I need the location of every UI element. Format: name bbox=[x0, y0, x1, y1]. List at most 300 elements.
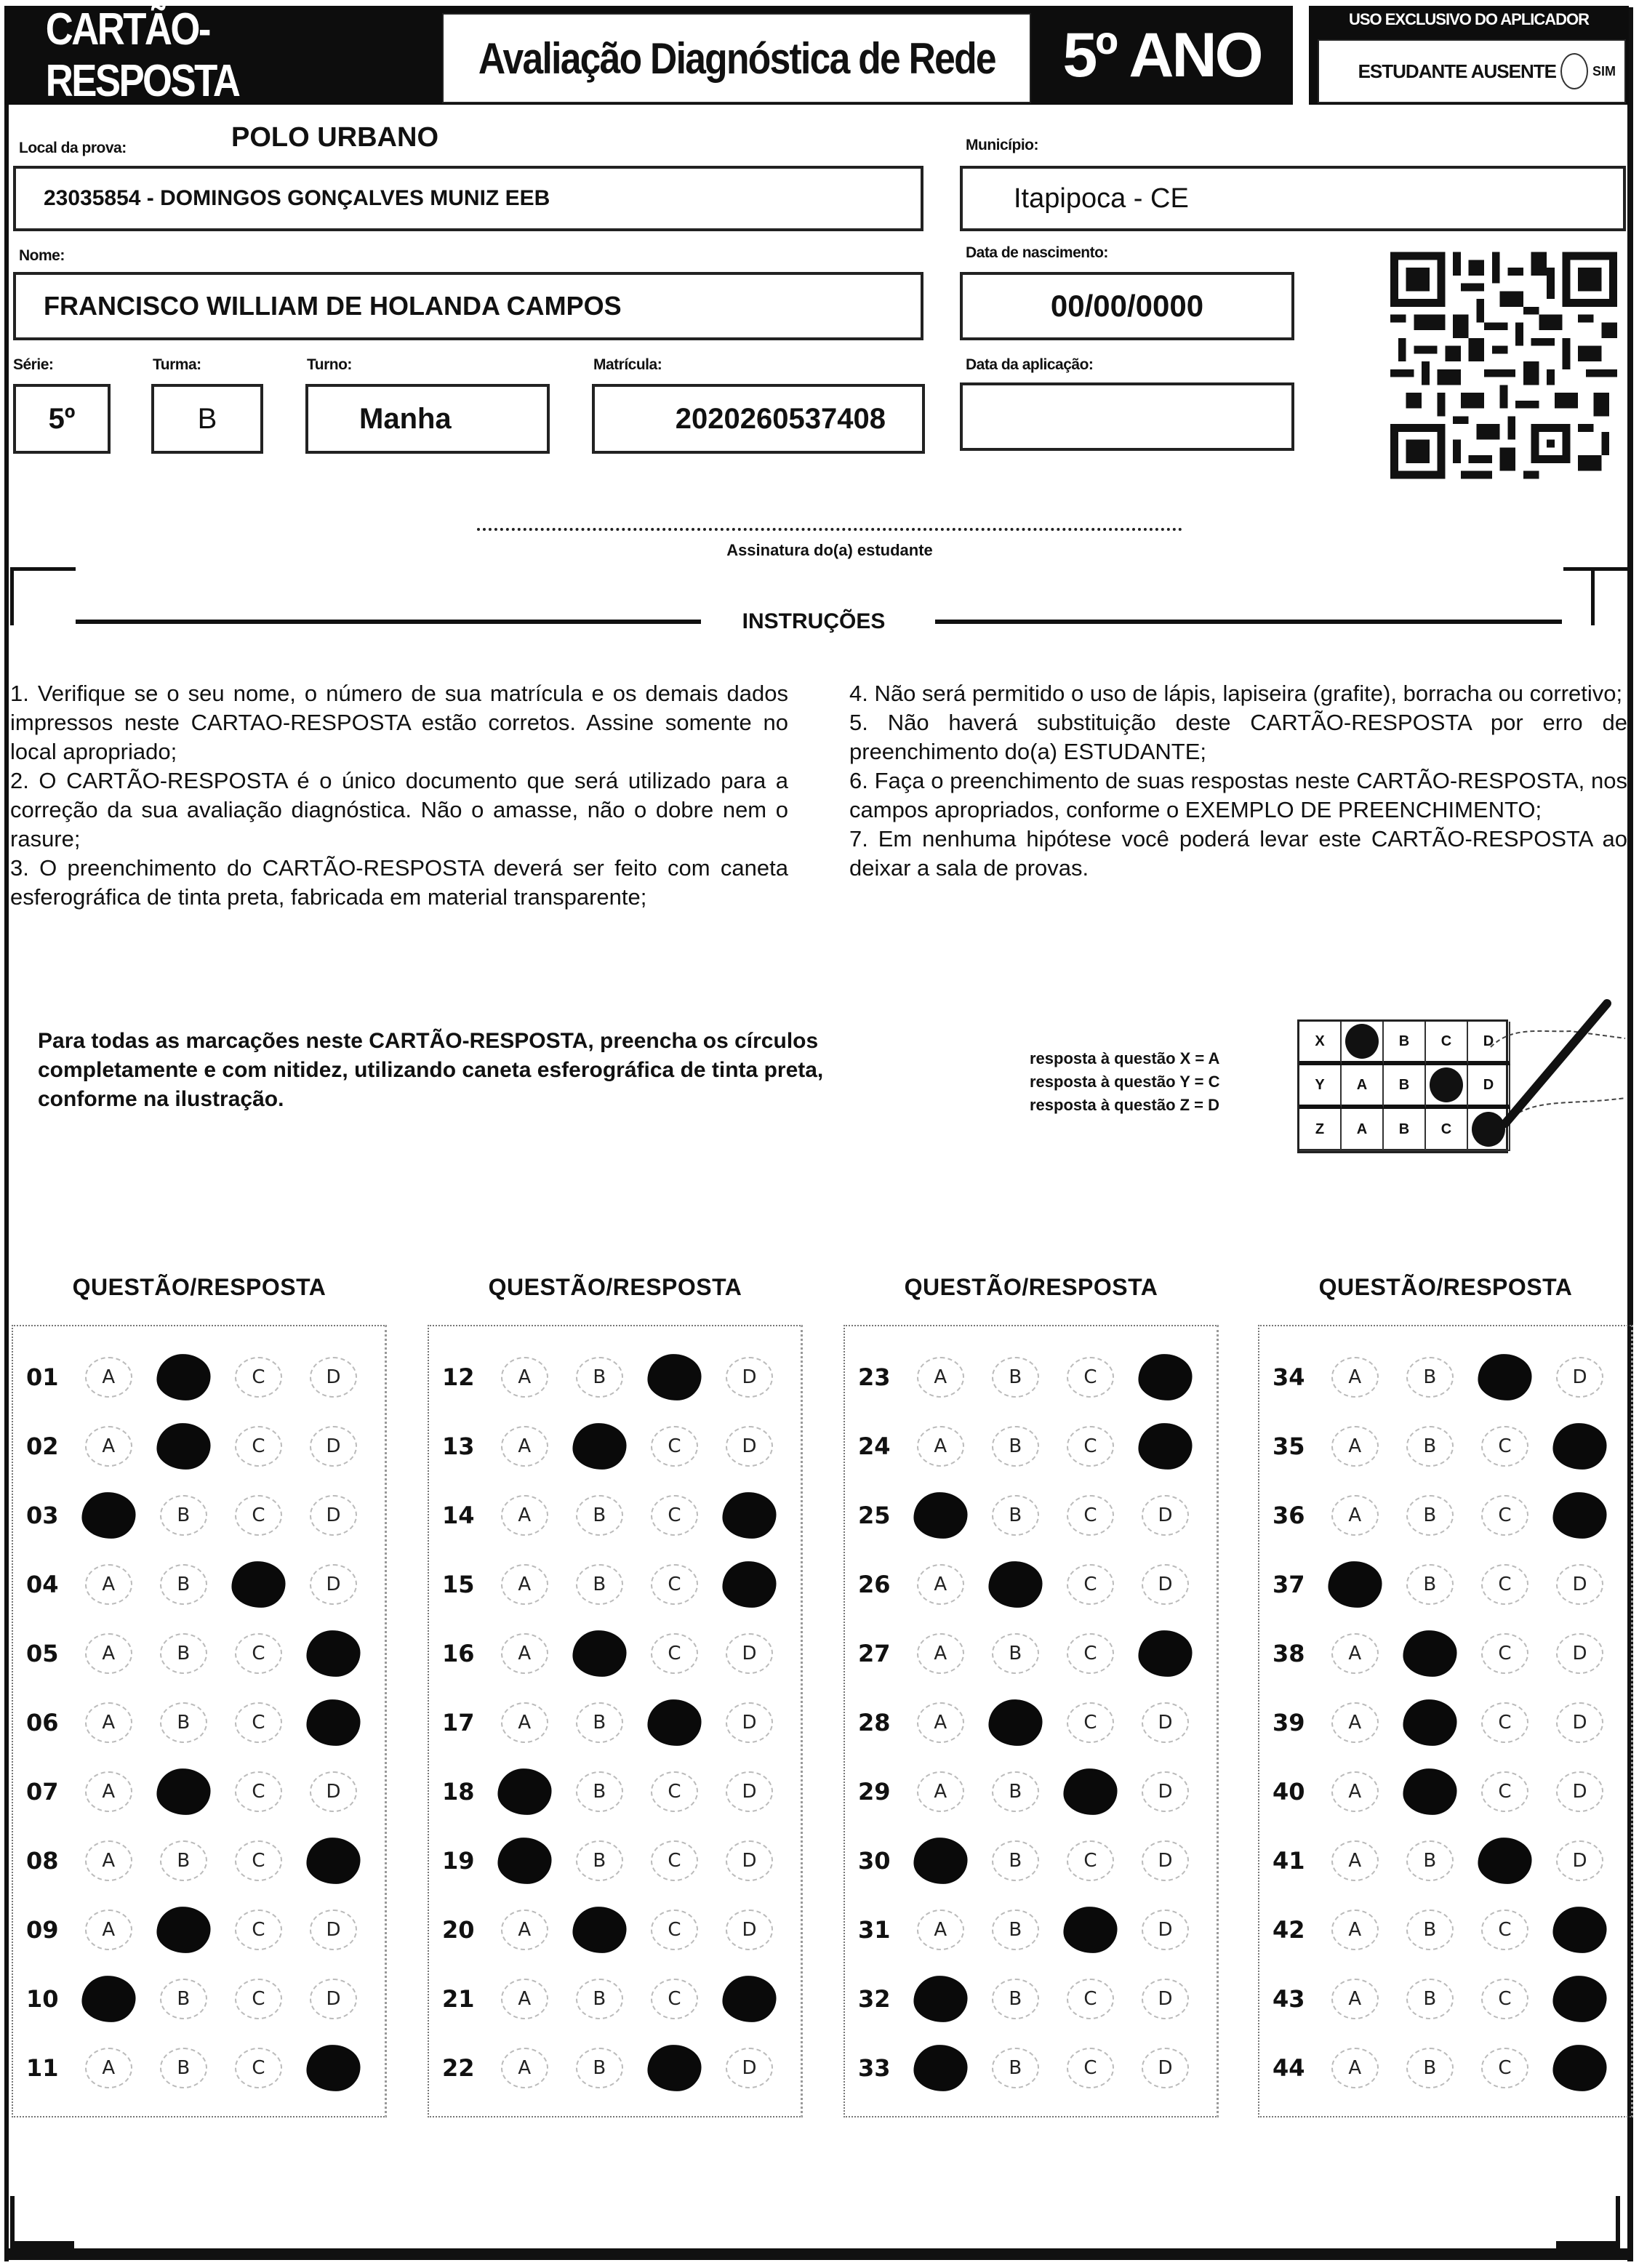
answer-bubble[interactable]: A bbox=[1331, 1979, 1379, 2019]
answer-bubble[interactable]: C bbox=[1481, 1771, 1528, 1812]
answer-column-title: QUESTÃO/RESPOSTA bbox=[488, 1274, 742, 1300]
answer-bubble[interactable]: D bbox=[726, 1910, 773, 1950]
answer-bubble-filled[interactable] bbox=[913, 1492, 967, 1539]
answer-bubble[interactable]: A bbox=[85, 1357, 132, 1398]
answer-bubble[interactable]: C bbox=[1481, 1910, 1528, 1950]
answer-bubble[interactable]: D bbox=[310, 1426, 357, 1467]
answer-bubble[interactable]: D bbox=[726, 1357, 773, 1398]
example-option: C bbox=[1426, 1022, 1468, 1065]
answer-bubble[interactable]: B bbox=[1406, 1495, 1454, 1536]
answer-bubble[interactable]: B bbox=[576, 1702, 623, 1743]
answer-bubble[interactable]: A bbox=[917, 1702, 964, 1743]
answer-bubble[interactable]: B bbox=[576, 1979, 623, 2019]
answer-bubble-filled[interactable] bbox=[1552, 1976, 1606, 2022]
class-value: B bbox=[197, 402, 217, 435]
answer-bubble[interactable]: A bbox=[917, 1357, 964, 1398]
example-question-label: Y bbox=[1299, 1065, 1342, 1109]
applicator-title: USO EXCLUSIVO DO APLICADOR bbox=[1348, 10, 1590, 28]
answer-bubble[interactable]: B bbox=[160, 1702, 207, 1743]
answer-bubble[interactable]: D bbox=[1556, 1564, 1603, 1605]
question-number: 33 bbox=[858, 2054, 891, 2082]
question-number: 30 bbox=[858, 1847, 891, 1875]
answer-row bbox=[429, 1770, 801, 1814]
answer-bubble[interactable]: A bbox=[917, 1633, 964, 1674]
student-absent-label: ESTUDANTE AUSENTE bbox=[1358, 60, 1556, 82]
question-number: 12 bbox=[442, 1363, 475, 1391]
answer-bubble[interactable]: C bbox=[651, 1426, 698, 1467]
answer-bubble[interactable]: D bbox=[1142, 1495, 1189, 1536]
answer-bubble-filled[interactable] bbox=[722, 1561, 776, 1608]
exam-site-value: POLO URBANO bbox=[231, 122, 438, 153]
answer-bubble-filled[interactable] bbox=[1552, 1423, 1606, 1470]
answer-row bbox=[1259, 1563, 1631, 1606]
answer-row bbox=[429, 2046, 801, 2090]
answer-bubble-filled[interactable] bbox=[306, 2045, 360, 2091]
answer-bubble[interactable]: A bbox=[85, 1633, 132, 1674]
answer-bubble-filled[interactable] bbox=[1552, 1492, 1606, 1539]
answer-bubble-filled[interactable] bbox=[988, 1699, 1042, 1746]
question-number: 17 bbox=[442, 1709, 475, 1736]
answer-bubble[interactable]: A bbox=[1331, 1357, 1379, 1398]
class-label: Turma: bbox=[153, 356, 201, 373]
municipality-value: Itapipoca - CE bbox=[1014, 183, 1189, 214]
answer-bubble[interactable]: D bbox=[726, 2048, 773, 2088]
answer-bubble[interactable]: C bbox=[1481, 1495, 1528, 1536]
answer-bubble[interactable]: B bbox=[1406, 1910, 1454, 1950]
instruction-item: 1. Verifique se o seu nome, o número de sua matrícula e os demais dados impressos neste CARTAO-RESPOSTA estão corretos. Assine somente no local apropriado; bbox=[10, 681, 788, 764]
answer-bubble[interactable]: D bbox=[726, 1426, 773, 1467]
answer-row bbox=[1259, 1977, 1631, 2021]
answer-bubble[interactable]: D bbox=[1556, 1357, 1603, 1398]
answer-bubble[interactable]: B bbox=[160, 1840, 207, 1881]
example-option: A bbox=[1342, 1109, 1384, 1151]
answer-bubble[interactable]: C bbox=[235, 2048, 282, 2088]
answer-bubble[interactable]: A bbox=[917, 1910, 964, 1950]
answer-bubble[interactable]: A bbox=[501, 1426, 548, 1467]
answer-bubble[interactable]: A bbox=[1331, 1840, 1379, 1881]
answer-row bbox=[13, 1701, 385, 1744]
answer-bubble[interactable]: A bbox=[1331, 1495, 1379, 1536]
question-number: 38 bbox=[1273, 1640, 1305, 1667]
application-date-label: Data da aplicação: bbox=[966, 356, 1094, 373]
answer-bubble-filled[interactable] bbox=[156, 1768, 210, 1815]
qr-code-icon bbox=[1390, 251, 1617, 480]
answer-bubble[interactable]: A bbox=[1331, 1633, 1379, 1674]
answer-row bbox=[1259, 1908, 1631, 1952]
answer-bubble[interactable]: C bbox=[1067, 1564, 1114, 1605]
answer-bubble[interactable]: C bbox=[1067, 1426, 1114, 1467]
example-instruction: Para todas as marcações neste CARTÃO-RESPOSTA, preencha os círculos completamente e com nitidez, utilizando caneta esferográfica de tinta preta, conforme na ilustração. bbox=[38, 1029, 824, 1111]
answer-bubble[interactable]: D bbox=[310, 1979, 357, 2019]
answer-bubble[interactable]: C bbox=[651, 1771, 698, 1812]
answer-bubble-filled[interactable] bbox=[497, 1838, 551, 1884]
answer-row bbox=[429, 1977, 801, 2021]
answer-bubble[interactable]: D bbox=[1142, 1702, 1189, 1743]
answer-bubble[interactable]: C bbox=[1067, 1702, 1114, 1743]
answer-bubble[interactable]: D bbox=[1556, 1840, 1603, 1881]
answer-row bbox=[13, 1355, 385, 1399]
answer-bubble[interactable]: C bbox=[235, 1910, 282, 1950]
question-number: 27 bbox=[858, 1640, 891, 1667]
answer-bubble-filled[interactable] bbox=[722, 1492, 776, 1539]
question-number: 13 bbox=[442, 1432, 475, 1460]
question-number: 03 bbox=[26, 1502, 59, 1529]
answer-bubble[interactable]: C bbox=[651, 1495, 698, 1536]
question-number: 35 bbox=[1273, 1432, 1305, 1460]
question-number: 08 bbox=[26, 1847, 59, 1875]
name-label: Nome: bbox=[19, 247, 65, 264]
answer-bubble-filled[interactable] bbox=[1403, 1699, 1456, 1746]
answer-bubble[interactable]: C bbox=[235, 1979, 282, 2019]
answer-row bbox=[13, 1563, 385, 1606]
application-date-field bbox=[960, 382, 1294, 451]
answer-bubble-filled[interactable] bbox=[1138, 1354, 1192, 1401]
answer-row bbox=[429, 1424, 801, 1468]
answer-bubble-filled[interactable] bbox=[156, 1423, 210, 1470]
question-number: 31 bbox=[858, 1916, 891, 1944]
question-number: 36 bbox=[1273, 1502, 1305, 1529]
answer-row bbox=[1259, 1632, 1631, 1675]
example-question-label: X bbox=[1299, 1022, 1342, 1065]
signature-label: Assinatura do(a) estudante bbox=[726, 541, 933, 559]
series-label: Série: bbox=[13, 356, 54, 373]
question-number: 02 bbox=[26, 1432, 59, 1460]
answer-bubble-filled[interactable] bbox=[722, 1976, 776, 2022]
question-number: 24 bbox=[858, 1432, 891, 1460]
corner-mark-top-left-v bbox=[10, 567, 14, 625]
answer-bubble[interactable]: C bbox=[1481, 1979, 1528, 2019]
example-filled-bubble bbox=[1342, 1022, 1384, 1065]
answer-row bbox=[13, 1632, 385, 1675]
instructions-title: INSTRUÇÕES bbox=[742, 609, 886, 633]
answer-row bbox=[13, 1908, 385, 1952]
answer-row bbox=[429, 1563, 801, 1606]
example-option: B bbox=[1384, 1065, 1426, 1109]
answer-bubble[interactable]: B bbox=[160, 1564, 207, 1605]
answer-bubble[interactable]: D bbox=[1142, 1840, 1189, 1881]
answer-bubble[interactable]: C bbox=[651, 1979, 698, 2019]
answer-column-title: QUESTÃO/RESPOSTA bbox=[72, 1274, 326, 1300]
answer-bubble[interactable]: D bbox=[1142, 1979, 1189, 2019]
question-number: 42 bbox=[1273, 1916, 1305, 1944]
question-number: 23 bbox=[858, 1363, 891, 1391]
answer-bubble[interactable]: B bbox=[992, 2048, 1039, 2088]
birth-date-label: Data de nascimento: bbox=[966, 244, 1108, 261]
answer-bubble[interactable]: C bbox=[1481, 1426, 1528, 1467]
answer-bubble[interactable]: A bbox=[501, 1495, 548, 1536]
answer-row bbox=[845, 2046, 1217, 2090]
answer-bubble-filled[interactable] bbox=[1403, 1768, 1456, 1815]
answer-bubble-filled[interactable] bbox=[231, 1561, 285, 1608]
answer-bubble[interactable]: A bbox=[1331, 1702, 1379, 1743]
answer-bubble[interactable]: C bbox=[1481, 1564, 1528, 1605]
answer-bubble-filled[interactable] bbox=[1403, 1630, 1456, 1677]
answer-bubble[interactable]: C bbox=[651, 1840, 698, 1881]
answer-row bbox=[429, 1632, 801, 1675]
answer-bubble[interactable]: A bbox=[501, 1979, 548, 2019]
answer-bubble-filled[interactable] bbox=[1328, 1561, 1382, 1608]
example-option: B bbox=[1384, 1022, 1426, 1065]
answer-bubble[interactable]: C bbox=[1481, 1633, 1528, 1674]
answer-bubble[interactable]: C bbox=[235, 1840, 282, 1881]
example-option: B bbox=[1384, 1109, 1426, 1151]
answer-column-panel bbox=[843, 1325, 1219, 2117]
question-number: 44 bbox=[1273, 2054, 1305, 2082]
answer-bubble[interactable]: B bbox=[1406, 1979, 1454, 2019]
answer-bubble[interactable]: B bbox=[160, 2048, 207, 2088]
answer-bubble-filled[interactable] bbox=[1063, 1768, 1117, 1815]
answer-row bbox=[845, 1424, 1217, 1468]
answer-bubble[interactable]: D bbox=[1556, 1771, 1603, 1812]
question-number: 32 bbox=[858, 1985, 891, 2013]
question-number: 06 bbox=[26, 1709, 59, 1736]
student-absent-field bbox=[1318, 39, 1626, 103]
answer-bubble[interactable]: B bbox=[160, 1495, 207, 1536]
series-field bbox=[13, 384, 111, 454]
answer-column-title: QUESTÃO/RESPOSTA bbox=[904, 1274, 1158, 1300]
answer-bubble-filled[interactable] bbox=[988, 1561, 1042, 1608]
answer-bubble[interactable]: A bbox=[501, 1564, 548, 1605]
signature-line[interactable] bbox=[477, 528, 1182, 531]
answer-bubble[interactable]: B bbox=[576, 2048, 623, 2088]
question-number: 10 bbox=[26, 1985, 59, 2013]
answer-bubble[interactable]: B bbox=[992, 1979, 1039, 2019]
answer-bubble[interactable]: B bbox=[1406, 1564, 1454, 1605]
answer-bubble[interactable]: A bbox=[85, 1426, 132, 1467]
answer-bubble[interactable]: A bbox=[501, 1633, 548, 1674]
example-legend bbox=[1030, 1047, 1306, 1117]
answer-bubble-filled[interactable] bbox=[1138, 1630, 1192, 1677]
answer-bubble-filled[interactable] bbox=[647, 1699, 701, 1746]
answer-bubble-filled[interactable] bbox=[156, 1354, 210, 1401]
answer-bubble[interactable]: C bbox=[1067, 1357, 1114, 1398]
answer-bubble[interactable]: B bbox=[1406, 1840, 1454, 1881]
answer-bubble[interactable]: D bbox=[310, 1771, 357, 1812]
answer-bubble-filled[interactable] bbox=[1552, 2045, 1606, 2091]
answer-row bbox=[429, 1701, 801, 1744]
answer-bubble[interactable]: C bbox=[651, 1633, 698, 1674]
question-number: 21 bbox=[442, 1985, 475, 2013]
answer-bubble-filled[interactable] bbox=[81, 1492, 135, 1539]
question-number: 11 bbox=[26, 2054, 59, 2082]
answer-bubble-filled[interactable] bbox=[572, 1630, 626, 1677]
birth-date-value: 00/00/0000 bbox=[1050, 289, 1204, 323]
answer-row bbox=[13, 1977, 385, 2021]
school-field bbox=[13, 166, 923, 231]
answer-bubble[interactable]: B bbox=[992, 1910, 1039, 1950]
answer-row bbox=[13, 1494, 385, 1537]
answer-bubble[interactable]: B bbox=[576, 1840, 623, 1881]
answer-bubble-filled[interactable] bbox=[497, 1768, 551, 1815]
answer-bubble[interactable]: C bbox=[235, 1426, 282, 1467]
class-field bbox=[151, 384, 263, 454]
answer-bubble[interactable]: C bbox=[235, 1357, 282, 1398]
answer-bubble[interactable]: A bbox=[501, 2048, 548, 2088]
student-absent-option: SIM bbox=[1592, 63, 1616, 79]
answer-bubble-filled[interactable] bbox=[1478, 1354, 1531, 1401]
question-number: 29 bbox=[858, 1778, 891, 1806]
answer-bubble[interactable]: A bbox=[85, 1564, 132, 1605]
answer-bubble[interactable]: B bbox=[992, 1495, 1039, 1536]
filled-circle-icon bbox=[1430, 1067, 1463, 1102]
answer-bubble[interactable]: B bbox=[576, 1564, 623, 1605]
answer-bubble-filled[interactable] bbox=[913, 1976, 967, 2022]
example-option: A bbox=[1342, 1065, 1384, 1109]
instructions-right-column bbox=[849, 679, 1627, 883]
answer-bubble-filled[interactable] bbox=[647, 2045, 701, 2091]
example-option: D bbox=[1468, 1022, 1510, 1065]
answer-row bbox=[429, 1839, 801, 1883]
answer-bubble[interactable]: A bbox=[501, 1357, 548, 1398]
answer-bubble-filled[interactable] bbox=[1138, 1423, 1192, 1470]
answer-bubble[interactable]: D bbox=[726, 1840, 773, 1881]
answer-bubble[interactable]: B bbox=[992, 1840, 1039, 1881]
answer-bubble[interactable]: D bbox=[310, 1910, 357, 1950]
answer-bubble[interactable]: B bbox=[992, 1426, 1039, 1467]
answer-bubble[interactable]: D bbox=[1556, 1702, 1603, 1743]
example-illustration-grid bbox=[1297, 1019, 1508, 1153]
answer-bubble[interactable]: D bbox=[726, 1633, 773, 1674]
answer-bubble[interactable]: C bbox=[1067, 1633, 1114, 1674]
answer-bubble[interactable]: A bbox=[1331, 1426, 1379, 1467]
answer-bubble[interactable]: C bbox=[1067, 2048, 1114, 2088]
answer-row bbox=[1259, 1770, 1631, 1814]
answer-bubble[interactable]: C bbox=[1067, 1979, 1114, 2019]
question-number: 28 bbox=[858, 1709, 891, 1736]
answer-bubble[interactable]: B bbox=[992, 1771, 1039, 1812]
answer-bubble[interactable]: D bbox=[1142, 2048, 1189, 2088]
question-number: 40 bbox=[1273, 1778, 1305, 1806]
answer-bubble-filled[interactable] bbox=[81, 1976, 135, 2022]
answer-bubble[interactable]: D bbox=[310, 1495, 357, 1536]
answer-row bbox=[845, 1563, 1217, 1606]
answer-bubble[interactable]: D bbox=[726, 1702, 773, 1743]
answer-bubble-filled[interactable] bbox=[1063, 1907, 1117, 1953]
answer-bubble[interactable]: C bbox=[1067, 1840, 1114, 1881]
answer-bubble[interactable]: C bbox=[235, 1771, 282, 1812]
registration-label: Matrícula: bbox=[593, 356, 662, 373]
name-field bbox=[13, 272, 923, 340]
instructions-divider-right bbox=[935, 620, 1562, 624]
answer-bubble-filled[interactable] bbox=[1552, 1907, 1606, 1953]
answer-bubble[interactable]: D bbox=[310, 1564, 357, 1605]
answer-bubble[interactable]: C bbox=[235, 1495, 282, 1536]
answer-bubble[interactable]: A bbox=[917, 1426, 964, 1467]
question-number: 25 bbox=[858, 1502, 891, 1529]
answer-bubble[interactable]: B bbox=[1406, 2048, 1454, 2088]
answer-bubble-filled[interactable] bbox=[647, 1354, 701, 1401]
example-filled-bubble bbox=[1426, 1065, 1468, 1109]
series-value: 5º bbox=[48, 402, 76, 435]
filled-circle-icon bbox=[1345, 1024, 1379, 1059]
answer-bubble[interactable]: A bbox=[85, 1702, 132, 1743]
answer-bubble[interactable]: D bbox=[1556, 1633, 1603, 1674]
question-number: 01 bbox=[26, 1363, 59, 1391]
answer-bubble[interactable]: A bbox=[85, 1840, 132, 1881]
example-option: D bbox=[1468, 1065, 1510, 1109]
question-number: 43 bbox=[1273, 1985, 1305, 2013]
example-legend-item: resposta à questão X = A bbox=[1030, 1049, 1220, 1067]
answer-bubble-filled[interactable] bbox=[306, 1838, 360, 1884]
answer-bubble[interactable]: B bbox=[576, 1495, 623, 1536]
answer-bubble[interactable]: D bbox=[1142, 1564, 1189, 1605]
answer-bubble[interactable]: B bbox=[992, 1633, 1039, 1674]
answer-bubble-filled[interactable] bbox=[306, 1630, 360, 1677]
answer-bubble[interactable]: D bbox=[726, 1771, 773, 1812]
answer-bubble[interactable]: A bbox=[85, 1910, 132, 1950]
answer-bubble[interactable]: C bbox=[651, 1564, 698, 1605]
instructions-divider-left bbox=[76, 620, 701, 624]
instruction-item: 5. Não haverá substituição deste CARTÃO-RESPOSTA por erro de preenchimento do(a) ESTUDANTE; bbox=[849, 710, 1627, 764]
answer-bubble-filled[interactable] bbox=[913, 2045, 967, 2091]
instructions-left-column bbox=[10, 679, 788, 912]
answer-bubble[interactable]: A bbox=[917, 1771, 964, 1812]
answer-bubble[interactable]: B bbox=[576, 1357, 623, 1398]
answer-row bbox=[1259, 2046, 1631, 2090]
answer-bubble[interactable]: B bbox=[576, 1771, 623, 1812]
answer-column-title: QUESTÃO/RESPOSTA bbox=[1318, 1274, 1573, 1300]
answer-bubble[interactable]: A bbox=[1331, 2048, 1379, 2088]
answer-bubble[interactable]: B bbox=[1406, 1357, 1454, 1398]
answer-row bbox=[1259, 1494, 1631, 1537]
answer-column-panel bbox=[1258, 1325, 1633, 2117]
answer-bubble[interactable]: C bbox=[235, 1702, 282, 1743]
answer-bubble-filled[interactable] bbox=[913, 1838, 967, 1884]
answer-bubble-filled[interactable] bbox=[572, 1907, 626, 1953]
answer-bubble[interactable]: C bbox=[1481, 2048, 1528, 2088]
question-number: 41 bbox=[1273, 1847, 1305, 1875]
answer-bubble[interactable]: B bbox=[160, 1979, 207, 2019]
student-absent-bubble[interactable] bbox=[1560, 53, 1588, 89]
answer-bubble[interactable]: C bbox=[1481, 1702, 1528, 1743]
answer-row bbox=[1259, 1839, 1631, 1883]
answer-bubble[interactable]: A bbox=[501, 1910, 548, 1950]
answer-row bbox=[1259, 1355, 1631, 1399]
answer-bubble[interactable]: C bbox=[651, 1910, 698, 1950]
answer-bubble[interactable]: D bbox=[1142, 1910, 1189, 1950]
answer-bubble-filled[interactable] bbox=[156, 1907, 210, 1953]
answer-bubble[interactable]: B bbox=[160, 1633, 207, 1674]
answer-bubble[interactable]: B bbox=[1406, 1426, 1454, 1467]
answer-bubble[interactable]: C bbox=[1067, 1495, 1114, 1536]
answer-bubble[interactable]: A bbox=[501, 1702, 548, 1743]
answer-row bbox=[1259, 1424, 1631, 1468]
answer-bubble[interactable]: B bbox=[992, 1357, 1039, 1398]
question-number: 16 bbox=[442, 1640, 475, 1667]
answer-row bbox=[845, 1770, 1217, 1814]
exam-site-label: Local da prova: bbox=[19, 140, 127, 156]
answer-bubble[interactable]: A bbox=[85, 2048, 132, 2088]
answer-bubble[interactable]: A bbox=[85, 1771, 132, 1812]
question-number: 05 bbox=[26, 1640, 59, 1667]
answer-row bbox=[845, 1494, 1217, 1537]
answer-bubble[interactable]: D bbox=[1142, 1771, 1189, 1812]
answer-bubble[interactable]: D bbox=[310, 1357, 357, 1398]
answer-bubble[interactable]: A bbox=[917, 1564, 964, 1605]
answer-bubble-filled[interactable] bbox=[306, 1699, 360, 1746]
answer-bubble[interactable]: C bbox=[235, 1633, 282, 1674]
answer-bubble[interactable]: A bbox=[1331, 1910, 1379, 1950]
answer-row bbox=[845, 1355, 1217, 1399]
answer-bubble[interactable]: A bbox=[1331, 1771, 1379, 1812]
answer-bubble-filled[interactable] bbox=[572, 1423, 626, 1470]
question-number: 07 bbox=[26, 1778, 59, 1806]
card-title: CARTÃO-RESPOSTA bbox=[45, 4, 239, 106]
name-value: FRANCISCO WILLIAM DE HOLANDA CAMPOS bbox=[44, 291, 622, 321]
answer-bubble-filled[interactable] bbox=[1478, 1838, 1531, 1884]
question-number: 15 bbox=[442, 1571, 475, 1598]
corner-mark-bottom-left-h bbox=[10, 2241, 74, 2248]
